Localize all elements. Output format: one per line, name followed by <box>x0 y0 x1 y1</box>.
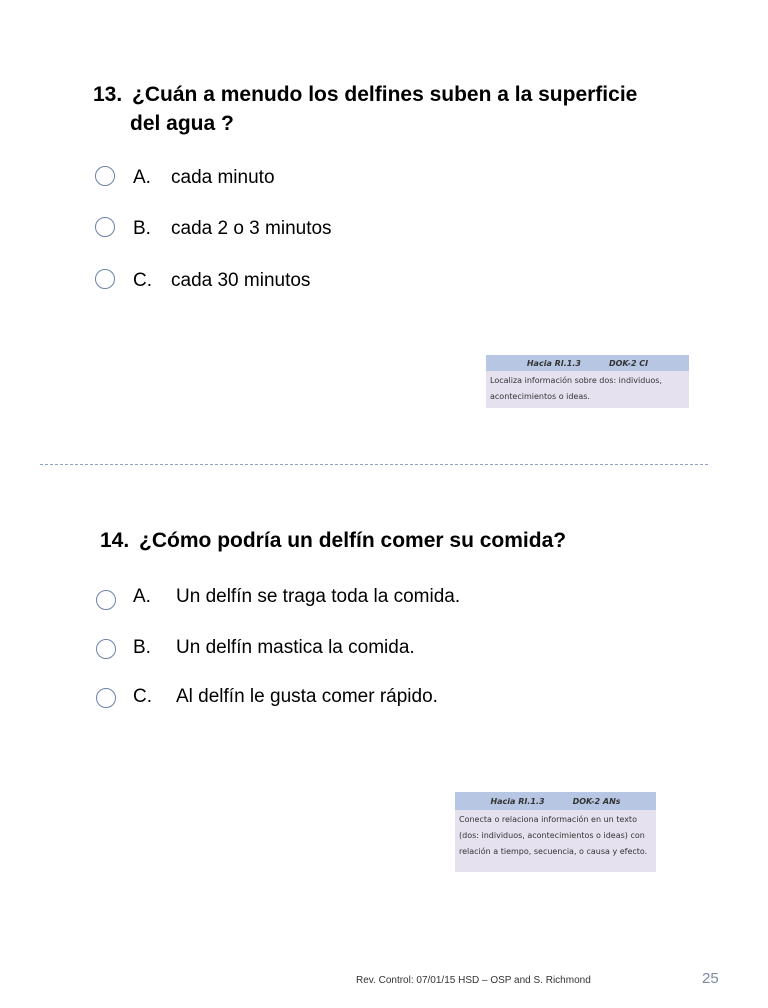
revision-footer: Rev. Control: 07/01/15 HSD – OSP and S. Richmond <box>356 975 591 986</box>
standard-header <box>486 355 689 371</box>
option-text: cada 2 o 3 minutos <box>171 218 332 239</box>
option-text: Un delfín mastica la comida. <box>176 637 415 658</box>
standard-code: Hacia RI.1.3 <box>526 358 581 368</box>
option-letter: C. <box>133 270 152 291</box>
question-13-title <box>93 80 637 138</box>
question-13-text-line2: del agua ? <box>130 112 234 135</box>
section-divider <box>40 464 708 465</box>
answer-bubble[interactable] <box>96 590 116 610</box>
option-letter: A. <box>133 167 151 188</box>
question-13-text-line1: ¿Cuán a menudo los delfines suben a la superficie <box>132 83 638 106</box>
option-text: Un delfín se traga toda la comida. <box>176 586 461 607</box>
option-text: cada 30 minutos <box>171 270 311 291</box>
standard-box-14 <box>455 792 656 872</box>
answer-bubble[interactable] <box>95 269 115 289</box>
option-letter: C. <box>133 686 152 707</box>
option-letter: B. <box>133 218 151 239</box>
answer-bubble[interactable] <box>95 166 115 186</box>
standard-header <box>455 792 656 810</box>
dok-level: DOK-2 CI <box>608 358 649 368</box>
standard-description: Localiza información sobre dos: individuos, acontecimientos o ideas. <box>490 376 662 401</box>
question-14-text: ¿Cómo podría un delfín comer su comida? <box>139 529 567 552</box>
standard-code: Hacia RI.1.3 <box>490 796 545 806</box>
option-text: Al delfín le gusta comer rápido. <box>176 686 438 707</box>
standard-description: Conecta o relaciona información en un texto (dos: individuos, acontecimientos o ideas) con relación a tiempo, secuencia, o causa y efecto. <box>459 815 648 856</box>
answer-bubble[interactable] <box>95 217 115 237</box>
dok-level: DOK-2 ANs <box>572 796 621 806</box>
option-text: cada minuto <box>171 167 275 188</box>
standard-box-13 <box>486 355 689 408</box>
answer-bubble[interactable] <box>96 688 116 708</box>
page-number: 25 <box>702 970 719 987</box>
question-14-number: 14. <box>100 529 130 552</box>
question-13-number: 13. <box>93 83 123 106</box>
question-14-title <box>100 526 566 555</box>
answer-bubble[interactable] <box>96 639 116 659</box>
option-letter: A. <box>133 586 151 607</box>
option-letter: B. <box>133 637 151 658</box>
